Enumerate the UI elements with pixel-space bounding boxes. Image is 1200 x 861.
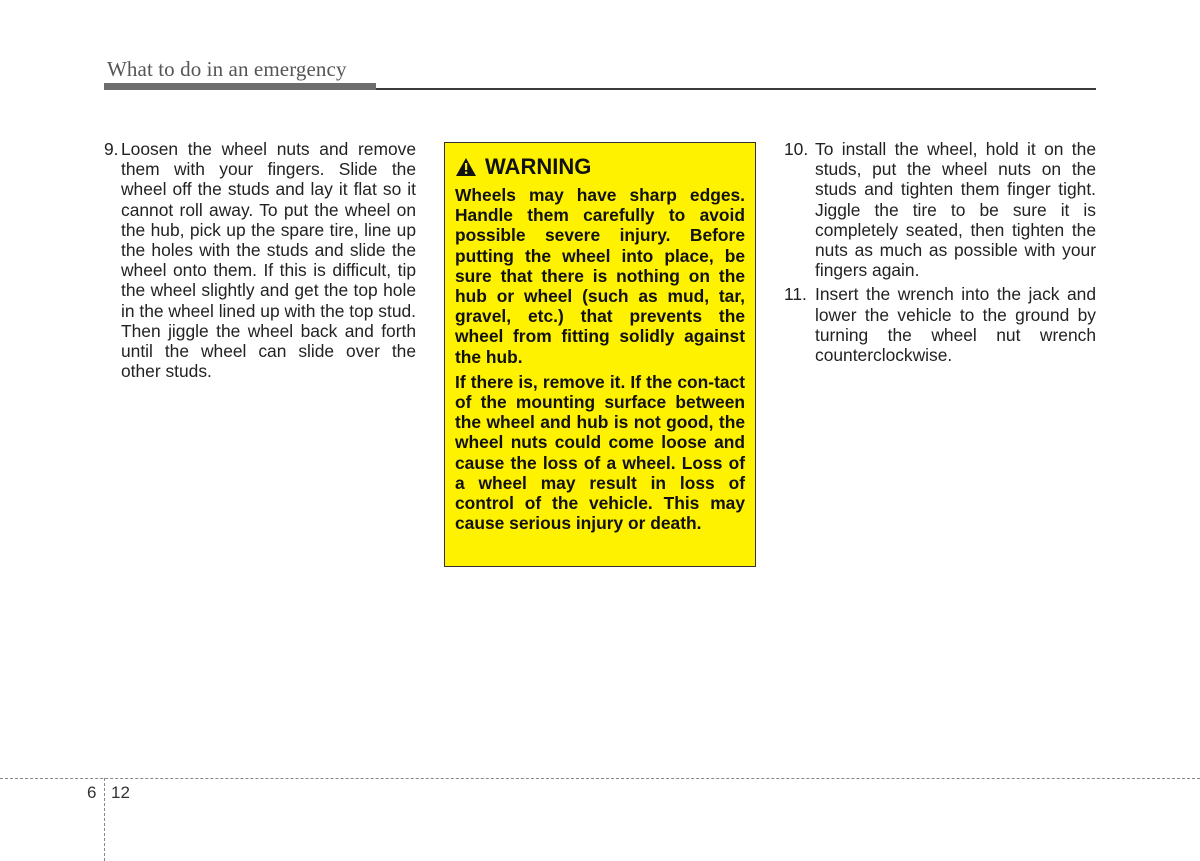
- warning-triangle-icon: [455, 157, 477, 177]
- chapter-number: 6: [87, 783, 97, 802]
- warning-box: [444, 142, 756, 567]
- step-9: [104, 139, 416, 381]
- page-number: 12: [111, 783, 130, 802]
- header-rule-thin: [376, 88, 1096, 90]
- section-title: What to do in an emergency: [107, 57, 347, 81]
- step-number: 9.: [104, 139, 119, 159]
- footer-vertical-divider: [104, 778, 105, 861]
- warning-title: WARNING: [485, 154, 592, 179]
- step-text: Loosen the wheel nuts and remove them with your fingers. Slide the wheel off the studs and lay it flat so it cannot roll away. To put the wheel on the hub, pick up the spare tire, line up the holes with the studs and slide the wheel onto them. If this is difficult, tip the wheel slightly and get the top hole in the wheel lined up with the top stud. Then jiggle the wheel back and forth until the wheel can slide over the other studs.: [121, 139, 416, 382]
- warning-paragraph-2: If there is, remove it. If the con-tact of the mounting surface between the wheel and hub is not good, the wheel nuts could come loose and cause the loss of a wheel. Loss of a wheel may result in loss of control of the vehicle. This may cause serious injury or death.: [455, 371, 745, 534]
- warning-paragraph-1: Wheels may have sharp edges. Handle them carefully to avoid possible severe injury. Before putting the wheel into place, be sure that there is nothing on the hub or wheel (such as mud, tar, gravel, etc.) that prevents the wheel from fitting solidly against the hub.: [455, 185, 745, 367]
- left-column: [104, 139, 416, 385]
- step-10: [784, 139, 1096, 280]
- step-text: To install the wheel, hold it on the studs, put the wheel nuts on the studs and tighten them finger tight. Jiggle the tire to be sure it is completely seated, then tighten the nuts as much as possible with your fingers again.: [815, 139, 1096, 281]
- header-rule-thick: [104, 83, 376, 90]
- warning-header: [455, 154, 745, 180]
- footer-divider: [0, 778, 1200, 779]
- right-column: [784, 139, 1096, 369]
- step-number: 10.: [784, 139, 809, 159]
- step-11: [784, 284, 1096, 365]
- step-number: 11.: [784, 284, 807, 305]
- step-text: Insert the wrench into the jack and lower the vehicle to the ground by turning the wheel nut wrench counterclockwise.: [815, 284, 1096, 366]
